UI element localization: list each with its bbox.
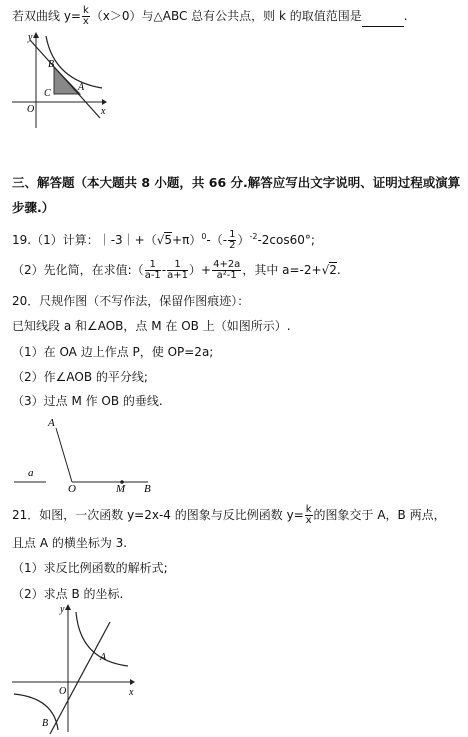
q21-part1: （1）求反比例函数的解析式; xyxy=(12,561,168,575)
q20-part2: （2）作∠AOB 的平分线; xyxy=(12,370,148,384)
q19-p1-end: -2cos60°; xyxy=(257,233,315,247)
q21-figure xyxy=(10,600,140,735)
label-o: O xyxy=(59,686,67,697)
label-m: M xyxy=(116,483,126,492)
answer-blank xyxy=(362,14,404,27)
q19-f3-den: a²-1 xyxy=(216,270,237,281)
q21-end: 的图象交于 A，B 两点， xyxy=(313,508,446,522)
q21-frac-num: k xyxy=(305,504,312,515)
hyperbola-q3 xyxy=(14,694,58,730)
q18-frac-den: x xyxy=(82,16,89,27)
q19-f1-num: 1 xyxy=(145,260,161,271)
q18-frac-num: k xyxy=(82,5,89,16)
q19-sqrt2: 2 xyxy=(329,263,337,277)
label-c: C xyxy=(44,88,51,99)
q19-f1 xyxy=(145,260,161,281)
q19-exp0: 0 xyxy=(201,232,207,241)
label-x: x xyxy=(101,106,106,117)
q19-p1-prefix: 19.（1）计算：｜-3｜+（ xyxy=(12,233,157,247)
q20-part1: （1）在 OA 边上作点 P，使 OP=2a; xyxy=(12,345,214,359)
q20-part3: （3）过点 M 作 OB 的垂线. xyxy=(12,394,163,408)
q18-end: . xyxy=(403,9,408,23)
label-a: A xyxy=(100,652,107,663)
q21-prefix: 21．如图，一次函数 y=2x-4 的图象与反比例函数 y= xyxy=(12,508,304,522)
q19-minus: - xyxy=(161,263,167,277)
q19-f2 xyxy=(167,260,188,281)
label-angle-a: A xyxy=(48,417,55,429)
q21-frac-den: x xyxy=(305,515,312,526)
section-heading-cont: 步骤.） xyxy=(12,200,55,215)
q19-half-den: 2 xyxy=(229,240,236,251)
q19-part1 xyxy=(12,229,315,251)
label-y: y xyxy=(28,32,33,43)
label-b: B xyxy=(144,483,151,492)
q21-line1 xyxy=(12,505,446,526)
q18-mid: （x＞0）与△ABC 总有公共点，则 k 的取值范围是 xyxy=(90,9,362,23)
q19-p2-end: ，其中 a=-2+ xyxy=(242,263,322,277)
q19-f2-num: 1 xyxy=(167,260,188,271)
section-heading: 三、解答题（本大题共 8 小题，共 66 分.解答应写出文字说明、证明过程或演算 xyxy=(12,175,461,190)
sqrt-sign: √ xyxy=(321,263,330,277)
q18-figure xyxy=(10,30,110,130)
y-axis-arrow xyxy=(33,32,39,38)
label-x: x xyxy=(129,687,134,698)
q19-sqrt5: 5 xyxy=(164,233,173,247)
q19-f2-den: a+1 xyxy=(167,270,189,281)
q18-fraction xyxy=(82,6,90,27)
q19-part2 xyxy=(12,260,341,281)
q20-given: 已知线段 a 和∠AOB，点 M 在 OB 上（如图所示）. xyxy=(12,319,291,333)
q21-fraction xyxy=(305,505,313,526)
q19-pi: +π） xyxy=(172,233,202,247)
q19-exp: -2 xyxy=(249,232,258,241)
label-a: a xyxy=(28,467,34,479)
label-o: O xyxy=(27,104,35,115)
line-y-2x-4 xyxy=(50,622,110,734)
label-y: y xyxy=(60,604,65,615)
q19-p1-mid: -（- xyxy=(206,233,228,247)
q18-prefix: 若双曲线 y= xyxy=(12,9,81,23)
q18-line xyxy=(12,6,408,27)
q19-half-num: 1 xyxy=(229,229,236,240)
q19-period: . xyxy=(336,263,341,277)
q19-plus: ）+ xyxy=(189,263,212,277)
sqrt-sign: √ xyxy=(156,233,165,247)
q19-close: ） xyxy=(237,233,250,247)
label-b: B xyxy=(42,718,49,729)
q19-f1-den: a-1 xyxy=(144,270,161,281)
y-axis-arrow xyxy=(65,604,71,610)
q19-p2-prefix: （2）先化简，在求值:（ xyxy=(12,263,144,277)
q19-f3 xyxy=(212,260,241,281)
label-b: B xyxy=(48,59,55,70)
q20-figure xyxy=(12,412,162,492)
q20-title: 20．尺规作图（不写作法，保留作图痕迹）： xyxy=(12,294,250,308)
q21-line2: 且点 A 的横坐标为 3. xyxy=(12,536,128,550)
q21-part2: （2）求点 B 的坐标. xyxy=(12,587,124,601)
label-a: A xyxy=(78,82,85,93)
label-o: O xyxy=(68,483,76,492)
q19-f3-num: 4+2a xyxy=(213,259,241,270)
line xyxy=(30,40,100,118)
x-axis-arrow xyxy=(102,99,107,105)
x-axis-arrow xyxy=(130,679,135,685)
ray-oa xyxy=(56,428,72,482)
q19-half xyxy=(228,230,236,251)
